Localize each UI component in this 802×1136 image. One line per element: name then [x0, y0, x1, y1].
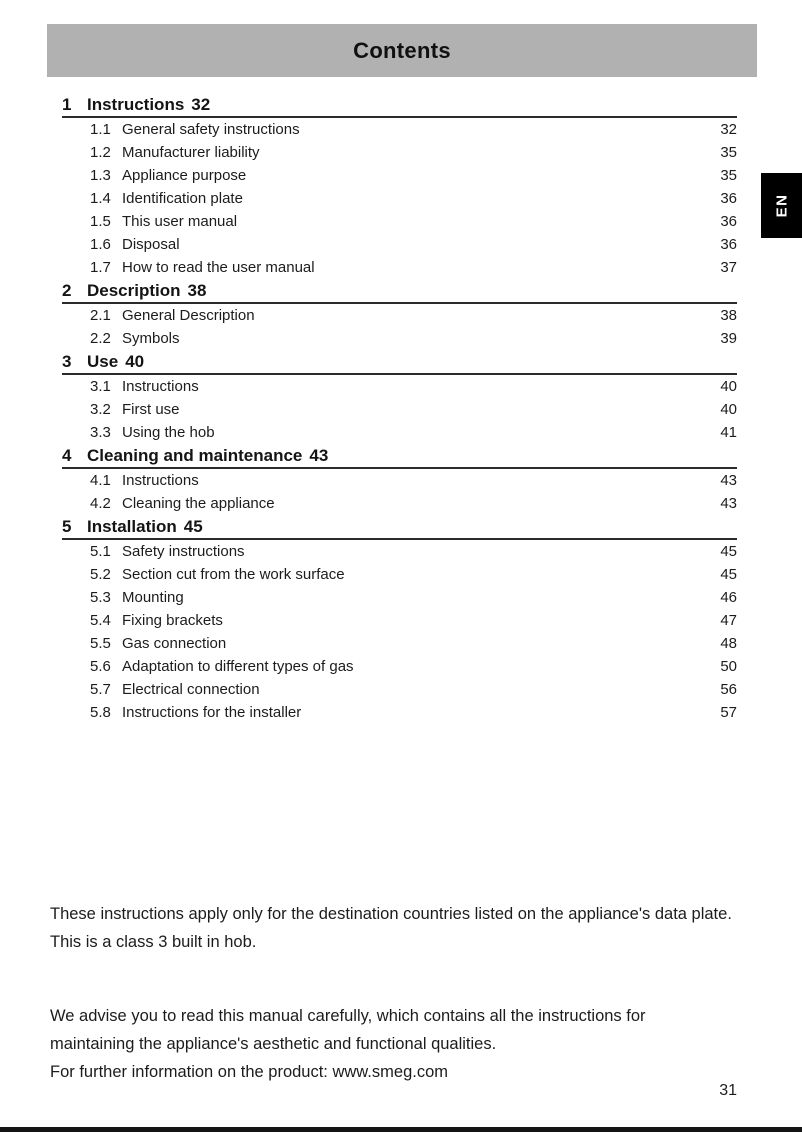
section-page: 45: [183, 517, 203, 536]
toc-section: [62, 350, 737, 444]
section-title: Description: [87, 281, 181, 300]
item-title: Safety instructions: [122, 543, 245, 560]
item-title: Disposal: [122, 236, 180, 253]
bottom-rule: [0, 1127, 802, 1132]
toc-section-heading: [62, 515, 737, 540]
item-page: 56: [720, 681, 737, 698]
toc-item-row: [62, 678, 737, 701]
item-title: Instructions for the installer: [122, 704, 302, 721]
item-page: 46: [720, 589, 737, 606]
toc-item-row: [62, 164, 737, 187]
item-page: 38: [720, 307, 737, 324]
item-page: 47: [720, 612, 737, 629]
item-number: 5.3: [90, 589, 111, 606]
section-number: 3: [62, 352, 72, 371]
item-title: How to read the user manual: [122, 259, 315, 276]
toc-section: [62, 444, 737, 515]
toc-item-row: [62, 655, 737, 678]
toc-item-row: [62, 469, 737, 492]
toc-item-row: [62, 141, 737, 164]
item-page: 50: [720, 658, 737, 675]
section-title: Installation: [87, 517, 177, 536]
section-number: 2: [62, 281, 72, 300]
toc-item-row: [62, 327, 737, 350]
language-tab-label: EN: [773, 193, 790, 218]
item-title: Gas connection: [122, 635, 227, 652]
toc-item-row: [62, 398, 737, 421]
item-number: 1.1: [90, 121, 111, 138]
toc-section: [62, 93, 737, 279]
item-number: 1.3: [90, 167, 111, 184]
toc-item-row: [62, 632, 737, 655]
toc-section-heading: [62, 93, 737, 118]
toc-item-row: [62, 187, 737, 210]
section-title: Use: [87, 352, 119, 371]
item-title: Using the hob: [122, 424, 215, 441]
item-number: 1.2: [90, 144, 111, 161]
item-number: 3.1: [90, 378, 111, 395]
page-title: Contents: [353, 37, 451, 63]
item-number: 5.5: [90, 635, 111, 652]
toc-section: [62, 279, 737, 350]
item-title: Electrical connection: [122, 681, 260, 698]
toc-section: [62, 515, 737, 724]
toc-item-row: [62, 118, 737, 141]
section-items: [62, 540, 737, 724]
toc-item-row: [62, 701, 737, 724]
item-page: 57: [720, 704, 737, 721]
item-number: 5.6: [90, 658, 111, 675]
section-page: 43: [309, 446, 329, 465]
item-page: 36: [720, 190, 737, 207]
item-page: 36: [720, 213, 737, 230]
item-title: Identification plate: [122, 190, 243, 207]
item-title: Mounting: [122, 589, 184, 606]
item-title: Section cut from the work surface: [122, 566, 345, 583]
section-page: 40: [125, 352, 145, 371]
toc: [62, 93, 737, 724]
item-page: 36: [720, 236, 737, 253]
item-page: 43: [720, 495, 737, 512]
item-title: Symbols: [122, 330, 180, 347]
item-page: 32: [720, 121, 737, 138]
item-number: 5.4: [90, 612, 111, 629]
item-title: Appliance purpose: [122, 167, 247, 184]
item-page: 35: [720, 144, 737, 161]
item-number: 2.2: [90, 330, 111, 347]
toc-section-heading: [62, 279, 737, 304]
toc-item-row: [62, 375, 737, 398]
item-title: Manufacturer liability: [122, 144, 260, 161]
item-title: This user manual: [122, 213, 238, 230]
item-page: 43: [720, 472, 737, 489]
item-page: 45: [720, 543, 737, 560]
toc-item-row: [62, 492, 737, 515]
item-title: Fixing brackets: [122, 612, 223, 629]
item-page: 48: [720, 635, 737, 652]
toc-section-heading: [62, 444, 737, 469]
item-number: 5.8: [90, 704, 111, 721]
item-page: 45: [720, 566, 737, 583]
footer-note-1-line-1: These instructions apply only for the destination countries listed on the appliance's data plate.: [50, 905, 732, 923]
item-page: 41: [720, 424, 737, 441]
item-number: 4.1: [90, 472, 111, 489]
toc-item-row: [62, 586, 737, 609]
toc-item-row: [62, 210, 737, 233]
toc-section-heading: [62, 350, 737, 375]
footer-note-1-line-2: This is a class 3 built in hob.: [50, 933, 257, 951]
toc-item-row: [62, 609, 737, 632]
toc-item-row: [62, 540, 737, 563]
section-items: [62, 375, 737, 444]
header-bar: [47, 24, 757, 77]
item-title: Instructions: [122, 378, 199, 395]
toc-item-row: [62, 304, 737, 327]
item-title: General safety instructions: [122, 121, 300, 138]
footer-note-2-line-3: For further information on the product: www.smeg.com: [50, 1063, 448, 1081]
section-page: 38: [187, 281, 207, 300]
section-number: 4: [62, 446, 72, 465]
toc-item-row: [62, 233, 737, 256]
item-page: 40: [720, 401, 737, 418]
footer-note-2-line-1: We advise you to read this manual carefully, which contains all the instructions for: [50, 1007, 646, 1025]
section-page: 32: [191, 95, 211, 114]
item-title: Cleaning the appliance: [122, 495, 275, 512]
toc-item-row: [62, 256, 737, 279]
section-number: 1: [62, 95, 72, 114]
toc-item-row: [62, 563, 737, 586]
item-page: 37: [720, 259, 737, 276]
section-items: [62, 304, 737, 350]
item-number: 3.3: [90, 424, 111, 441]
footer-note-2: [50, 1002, 764, 1086]
item-title: General Description: [122, 307, 255, 324]
section-title: Cleaning and maintenance: [87, 446, 303, 465]
item-number: 2.1: [90, 307, 111, 324]
item-number: 4.2: [90, 495, 111, 512]
section-items: [62, 118, 737, 279]
item-page: 39: [720, 330, 737, 347]
item-number: 1.4: [90, 190, 111, 207]
item-number: 5.1: [90, 543, 111, 560]
item-title: Instructions: [122, 472, 199, 489]
language-tab: [761, 173, 802, 238]
item-number: 3.2: [90, 401, 111, 418]
footer-note-2-line-2: maintaining the appliance's aesthetic and functional qualities.: [50, 1035, 497, 1053]
item-page: 35: [720, 167, 737, 184]
section-items: [62, 469, 737, 515]
item-title: Adaptation to different types of gas: [122, 658, 354, 675]
item-number: 5.2: [90, 566, 111, 583]
section-number: 5: [62, 517, 72, 536]
toc-item-row: [62, 421, 737, 444]
page-number: 31: [719, 1082, 737, 1099]
item-number: 1.7: [90, 259, 111, 276]
item-title: First use: [122, 401, 180, 418]
item-number: 1.6: [90, 236, 111, 253]
footer-note-1: [50, 900, 764, 956]
item-number: 1.5: [90, 213, 111, 230]
item-page: 40: [720, 378, 737, 395]
item-number: 5.7: [90, 681, 111, 698]
section-title: Instructions: [87, 95, 185, 114]
